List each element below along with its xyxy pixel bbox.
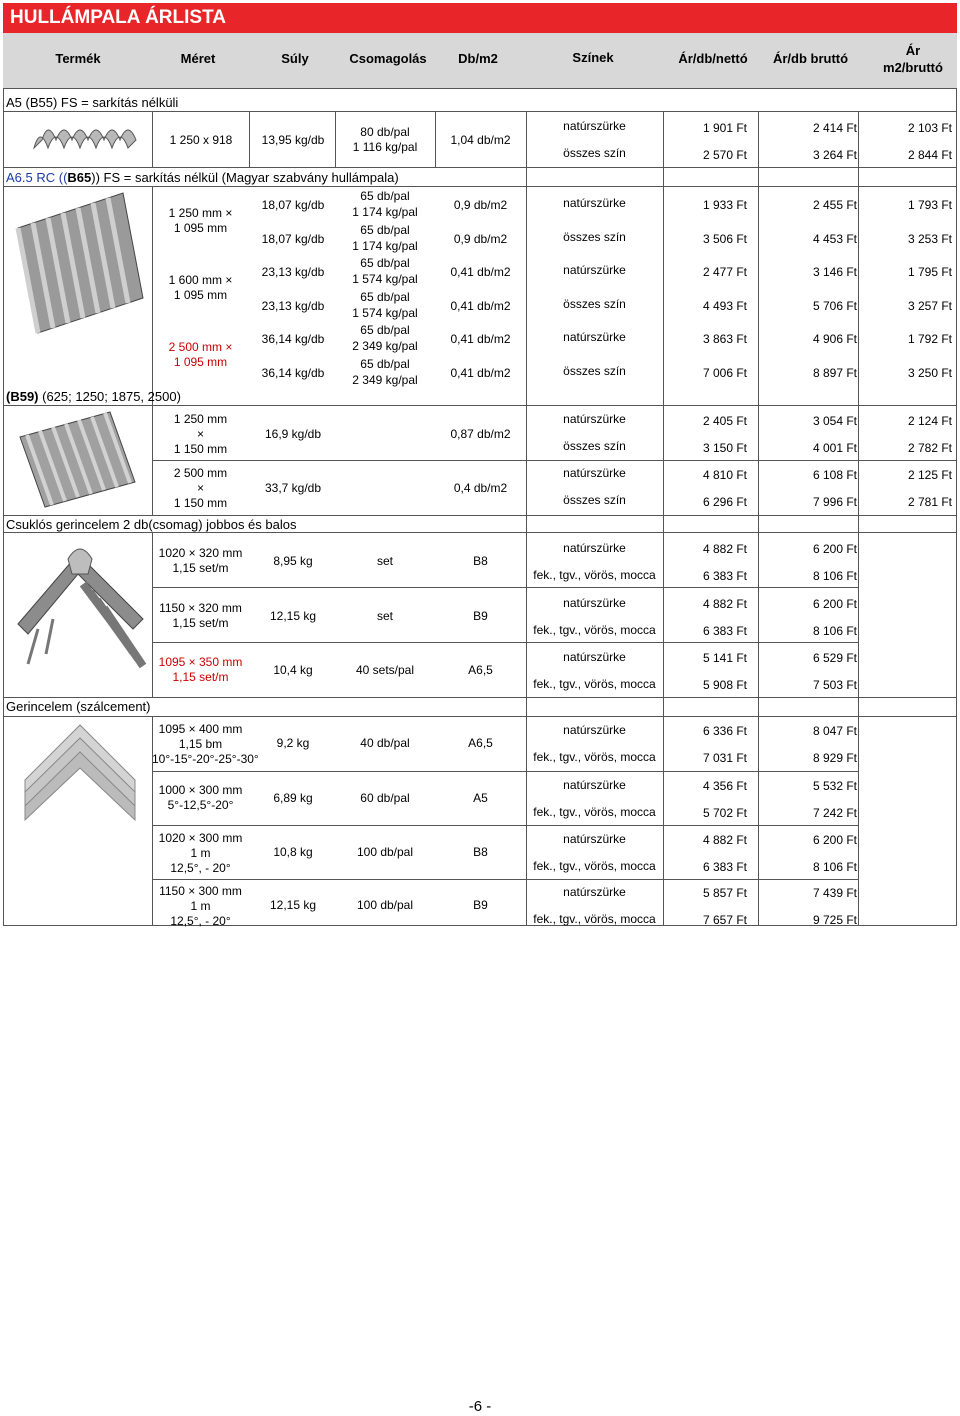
a65-size-1b: 1 095 mm bbox=[173, 221, 228, 235]
a65-m2: 1 793 Ft bbox=[907, 198, 952, 212]
a5-gross-1: 2 414 Ft bbox=[812, 121, 857, 135]
divider bbox=[152, 825, 858, 826]
a5-m2-1: 2 103 Ft bbox=[907, 121, 952, 135]
divider bbox=[3, 167, 957, 168]
gerinc-code: B8 bbox=[473, 845, 488, 859]
gerinc-size-3: 10°-15°-20°-25°-30° bbox=[152, 752, 259, 766]
csuklos-gross-1: 6 529 Ft bbox=[812, 651, 857, 665]
gerinc-code: A6,5 bbox=[468, 736, 493, 750]
csuklos-color-1: natúrszürke bbox=[563, 541, 626, 555]
ridge-element-image bbox=[8, 534, 150, 694]
csuklos-gross-1: 6 200 Ft bbox=[812, 597, 857, 611]
section-gerinc: Gerincelem (szálcement) bbox=[6, 699, 151, 714]
header-dbm2: Db/m2 bbox=[458, 51, 498, 66]
header-product: Termék bbox=[55, 51, 101, 66]
csuklos-size-2: 1,15 set/m bbox=[172, 616, 229, 630]
gerinc-color-2: fek., tgv., vörös, mocca bbox=[533, 750, 656, 764]
a65-dbm2: 0,9 db/m2 bbox=[453, 198, 508, 212]
csuklos-size-1: 1095 × 350 mm bbox=[158, 655, 243, 669]
header-size: Méret bbox=[180, 51, 216, 66]
b59-gross: 4 001 Ft bbox=[812, 441, 857, 455]
gerinc-net-2: 7 657 Ft bbox=[702, 913, 747, 927]
a65-color: összes szín bbox=[563, 229, 626, 244]
divider bbox=[3, 405, 957, 406]
gerinc-color-2: fek., tgv., vörös, mocca bbox=[533, 912, 656, 926]
divider bbox=[3, 111, 957, 112]
a65-gross: 3 146 Ft bbox=[812, 265, 857, 279]
a65-pack1: 65 db/pal bbox=[360, 189, 410, 203]
csuklos-net-1: 5 141 Ft bbox=[702, 651, 747, 665]
csuklos-code: B8 bbox=[473, 554, 488, 568]
csuklos-size-2: 1,15 set/m bbox=[172, 670, 229, 684]
a65-color: összes szín bbox=[563, 363, 626, 378]
csuklos-net-2: 5 908 Ft bbox=[702, 678, 747, 692]
gerinc-gross-1: 5 532 Ft bbox=[812, 779, 857, 793]
a65-gross: 4 906 Ft bbox=[812, 332, 857, 346]
gerinc-size-1: 1020 × 300 mm bbox=[158, 831, 243, 845]
a65-m2: 3 257 Ft bbox=[907, 298, 952, 313]
a5-net-2: 2 570 Ft bbox=[702, 148, 747, 162]
section-a65 bbox=[6, 170, 399, 185]
b59-net: 4 810 Ft bbox=[702, 468, 747, 482]
a5-gross-2: 3 264 Ft bbox=[812, 148, 857, 162]
csuklos-pack: set bbox=[376, 609, 393, 623]
section-b59-code: (B59) bbox=[6, 389, 39, 404]
corrugated-sheet-image bbox=[30, 118, 140, 156]
header-packaging: Csomagolás bbox=[349, 51, 427, 66]
gerinc-color-2: fek., tgv., vörös, mocca bbox=[533, 805, 656, 819]
b59-weight: 33,7 kg/db bbox=[264, 481, 322, 495]
divider bbox=[858, 111, 859, 926]
table-header bbox=[3, 33, 957, 89]
gerinc-size-2: 1,15 bm bbox=[178, 737, 223, 751]
b59-color: összes szín bbox=[563, 439, 626, 453]
a65-dbm2: 0,41 db/m2 bbox=[450, 298, 511, 313]
section-a65-code: B65 bbox=[67, 170, 92, 185]
a65-pack1: 65 db/pal bbox=[360, 323, 410, 337]
a65-pack2: 1 574 kg/pal bbox=[352, 305, 418, 320]
a65-weight: 18,07 kg/db bbox=[261, 198, 325, 212]
a65-gross: 5 706 Ft bbox=[812, 298, 857, 313]
a5-color-2: összes szín bbox=[563, 146, 626, 160]
gerinc-color-2: fek., tgv., vörös, mocca bbox=[533, 859, 656, 873]
divider bbox=[152, 460, 957, 461]
csuklos-weight: 12,15 kg bbox=[269, 609, 317, 623]
section-a65-prefix: A6.5 RC (( bbox=[6, 170, 68, 185]
a65-net: 7 006 Ft bbox=[702, 365, 747, 380]
section-b59-rest: (625; 1250; 1875, 2500) bbox=[38, 389, 181, 404]
divider bbox=[3, 697, 957, 698]
b59-size-x: × bbox=[196, 427, 204, 441]
a65-gross: 4 453 Ft bbox=[812, 231, 857, 246]
b59-net: 6 296 Ft bbox=[702, 495, 747, 509]
a5-dbm2: 1,04 db/m2 bbox=[450, 133, 511, 147]
b59-m2: 2 125 Ft bbox=[907, 468, 952, 482]
b59-gross: 6 108 Ft bbox=[812, 468, 857, 482]
gerinc-color-1: natúrszürke bbox=[563, 723, 626, 737]
b59-color: natúrszürke bbox=[563, 412, 626, 426]
a65-pack2: 2 349 kg/pal bbox=[352, 339, 418, 353]
gerinc-pack: 40 db/pal bbox=[360, 736, 410, 750]
csuklos-size-1: 1020 × 320 mm bbox=[158, 546, 243, 560]
csuklos-weight: 10,4 kg bbox=[273, 663, 313, 677]
gerinc-color-1: natúrszürke bbox=[563, 778, 626, 792]
divider bbox=[152, 771, 858, 772]
b59-color: natúrszürke bbox=[563, 466, 626, 480]
a65-size-2b: 1 095 mm bbox=[173, 288, 228, 302]
a65-net: 2 477 Ft bbox=[702, 265, 747, 279]
gerinc-code: A5 bbox=[473, 791, 488, 805]
csuklos-net-2: 6 383 Ft bbox=[702, 569, 747, 583]
gerinc-gross-1: 7 439 Ft bbox=[812, 886, 857, 900]
gerinc-size-2: 1 m bbox=[190, 846, 211, 860]
csuklos-gross-1: 6 200 Ft bbox=[812, 542, 857, 556]
a65-pack1: 65 db/pal bbox=[360, 356, 410, 371]
a5-net-1: 1 901 Ft bbox=[702, 121, 747, 135]
a65-size-3a: 2 500 mm × bbox=[168, 340, 233, 354]
csuklos-code: B9 bbox=[473, 609, 488, 623]
gerinc-size-1: 1095 × 400 mm bbox=[158, 722, 243, 736]
b59-dbm2: 0,4 db/m2 bbox=[453, 481, 508, 495]
a65-color: natúrszürke bbox=[563, 263, 626, 277]
gerinc-net-1: 4 356 Ft bbox=[702, 779, 747, 793]
divider bbox=[3, 515, 957, 516]
gerinc-net-1: 4 882 Ft bbox=[702, 833, 747, 847]
csuklos-weight: 8,95 kg bbox=[273, 554, 313, 568]
b59-size-1: 1 250 mm bbox=[173, 412, 228, 426]
divider bbox=[152, 587, 858, 588]
gerinc-code: B9 bbox=[473, 898, 488, 912]
csuklos-color-2: fek., tgv., vörös, mocca bbox=[533, 677, 656, 691]
gerinc-gross-1: 6 200 Ft bbox=[812, 833, 857, 847]
a65-m2: 1 795 Ft bbox=[907, 265, 952, 279]
gerinc-size-1: 1000 × 300 mm bbox=[158, 783, 243, 797]
b59-size-2: 1 150 mm bbox=[173, 496, 228, 510]
divider bbox=[3, 716, 957, 717]
section-b59 bbox=[6, 389, 181, 404]
title-bar bbox=[3, 3, 957, 33]
a65-m2: 3 253 Ft bbox=[907, 231, 952, 246]
csuklos-net-2: 6 383 Ft bbox=[702, 624, 747, 638]
gerinc-gross-1: 8 047 Ft bbox=[812, 724, 857, 738]
csuklos-size-2: 1,15 set/m bbox=[172, 561, 229, 575]
divider bbox=[3, 532, 957, 533]
a65-m2: 1 792 Ft bbox=[907, 332, 952, 346]
section-a65-rest: )) FS = sarkítás nélkül bbox=[91, 170, 219, 185]
a65-size-2a: 1 600 mm × bbox=[168, 273, 233, 287]
header-weight: Súly bbox=[281, 51, 309, 66]
a65-pack1: 65 db/pal bbox=[360, 256, 410, 270]
b59-m2: 2 124 Ft bbox=[907, 414, 952, 428]
header-gross: Ár/db bruttó bbox=[772, 51, 849, 66]
csuklos-net-1: 4 882 Ft bbox=[702, 542, 747, 556]
a65-dbm2: 0,41 db/m2 bbox=[450, 332, 511, 346]
header-net: Ár/db/nettó bbox=[678, 51, 748, 66]
divider bbox=[3, 186, 957, 187]
gerinc-net-2: 7 031 Ft bbox=[702, 751, 747, 765]
gerinc-size-1: 1150 × 300 mm bbox=[159, 884, 242, 898]
corrugated-sheet-image bbox=[8, 188, 148, 338]
b59-gross: 3 054 Ft bbox=[812, 414, 857, 428]
a65-net: 4 493 Ft bbox=[702, 298, 747, 313]
a65-color: natúrszürke bbox=[563, 196, 626, 210]
a65-weight: 36,14 kg/db bbox=[261, 332, 325, 346]
section-a5: A5 (B55) FS = sarkítás nélküli bbox=[6, 95, 179, 110]
b59-weight: 16,9 kg/db bbox=[264, 427, 322, 441]
a65-m2: 3 250 Ft bbox=[907, 365, 952, 380]
gerinc-weight: 9,2 kg bbox=[276, 736, 310, 750]
header-colors: Színek bbox=[572, 50, 614, 65]
b59-m2: 2 781 Ft bbox=[907, 495, 952, 509]
a65-pack2: 1 174 kg/pal bbox=[352, 205, 418, 219]
section-csuklos: Csuklós gerincelem 2 db(csomag) jobbos és balos bbox=[6, 517, 297, 532]
b59-size-2: 1 150 mm bbox=[173, 442, 228, 456]
csuklos-code: A6,5 bbox=[468, 663, 493, 677]
a65-dbm2: 0,41 db/m2 bbox=[450, 365, 511, 380]
csuklos-net-1: 4 882 Ft bbox=[702, 597, 747, 611]
a65-pack2: 2 349 kg/pal bbox=[352, 372, 418, 387]
csuklos-color-1: natúrszürke bbox=[563, 650, 626, 664]
page-title: HULLÁMPALA ÁRLISTA bbox=[10, 7, 227, 28]
a5-size: 1 250 x 918 bbox=[169, 133, 233, 147]
gerinc-gross-2: 9 725 Ft bbox=[812, 913, 857, 927]
csuklos-gross-2: 7 503 Ft bbox=[812, 678, 857, 692]
a65-net: 3 863 Ft bbox=[702, 332, 747, 346]
header-m2-gross-2: m2/bruttó bbox=[883, 60, 943, 75]
a65-color: összes szín bbox=[563, 296, 626, 311]
gerinc-net-1: 5 857 Ft bbox=[702, 886, 747, 900]
csuklos-gross-2: 8 106 Ft bbox=[812, 569, 857, 583]
csuklos-gross-2: 8 106 Ft bbox=[812, 624, 857, 638]
a5-m2-2: 2 844 Ft bbox=[907, 148, 952, 162]
gerinc-weight: 10,8 kg bbox=[273, 845, 313, 859]
gerinc-pack: 60 db/pal bbox=[360, 791, 410, 805]
divider bbox=[335, 111, 336, 167]
a65-weight: 18,07 kg/db bbox=[261, 231, 325, 246]
b59-net: 3 150 Ft bbox=[702, 441, 747, 455]
gerinc-pack: 100 db/pal bbox=[356, 845, 414, 859]
gerinc-pack: 100 db/pal bbox=[356, 898, 414, 912]
a65-pack2: 1 174 kg/pal bbox=[352, 238, 418, 253]
page-number: -6 - bbox=[468, 1398, 492, 1415]
a65-weight: 23,13 kg/db bbox=[261, 298, 325, 313]
gerinc-weight: 6,89 kg bbox=[273, 791, 313, 805]
b59-color: összes szín bbox=[563, 493, 626, 507]
b59-gross: 7 996 Ft bbox=[812, 495, 857, 509]
a5-weight: 13,95 kg/db bbox=[261, 133, 325, 147]
b59-net: 2 405 Ft bbox=[702, 414, 747, 428]
gerinc-color-1: natúrszürke bbox=[563, 885, 626, 899]
b59-m2: 2 782 Ft bbox=[907, 441, 952, 455]
gerinc-size-2: 5°-12,5°-20° bbox=[167, 798, 234, 812]
divider bbox=[152, 111, 153, 167]
gerinc-size-3: 12,5°, - 20° bbox=[170, 861, 231, 875]
a65-net: 3 506 Ft bbox=[702, 231, 747, 246]
gerinc-size-3: 12,5°, - 20° bbox=[170, 914, 231, 928]
ridge-cap-image bbox=[20, 720, 140, 825]
a65-weight: 23,13 kg/db bbox=[261, 265, 325, 279]
gerinc-gross-2: 8 106 Ft bbox=[812, 860, 857, 874]
a65-size-3b: 1 095 mm bbox=[173, 355, 228, 369]
a65-pack1: 65 db/pal bbox=[360, 289, 410, 304]
a5-pack2: 1 116 kg/pal bbox=[352, 140, 418, 154]
gerinc-gross-2: 8 929 Ft bbox=[812, 751, 857, 765]
gerinc-weight: 12,15 kg bbox=[269, 898, 317, 912]
b59-size-x: × bbox=[196, 481, 204, 495]
a65-gross: 8 897 Ft bbox=[812, 365, 857, 380]
a5-pack1: 80 db/pal bbox=[360, 125, 410, 139]
corrugated-sheet-image bbox=[15, 407, 140, 512]
csuklos-pack: 40 sets/pal bbox=[355, 663, 415, 677]
divider bbox=[758, 111, 759, 926]
divider bbox=[152, 879, 858, 880]
divider bbox=[249, 111, 250, 167]
section-a65-tail: (Magyar szabvány hullámpala) bbox=[218, 170, 399, 185]
a65-gross: 2 455 Ft bbox=[812, 198, 857, 212]
a65-net: 1 933 Ft bbox=[702, 198, 747, 212]
csuklos-pack: set bbox=[376, 554, 393, 568]
csuklos-color-2: fek., tgv., vörös, mocca bbox=[533, 568, 656, 582]
a65-dbm2: 0,9 db/m2 bbox=[453, 231, 508, 246]
gerinc-size-2: 1 m bbox=[190, 899, 211, 913]
csuklos-color-2: fek., tgv., vörös, mocca bbox=[533, 623, 656, 637]
divider bbox=[663, 111, 664, 926]
a65-dbm2: 0,41 db/m2 bbox=[450, 265, 511, 279]
gerinc-net-2: 5 702 Ft bbox=[702, 806, 747, 820]
a65-pack2: 1 574 kg/pal bbox=[352, 272, 418, 286]
csuklos-size-1: 1150 × 320 mm bbox=[159, 601, 242, 615]
gerinc-color-1: natúrszürke bbox=[563, 832, 626, 846]
a65-weight: 36,14 kg/db bbox=[261, 365, 325, 380]
header-m2-gross-1: Ár bbox=[905, 43, 921, 58]
a65-size-1a: 1 250 mm × bbox=[168, 206, 233, 220]
csuklos-color-1: natúrszürke bbox=[563, 596, 626, 610]
b59-size-1: 2 500 mm bbox=[173, 466, 228, 480]
divider bbox=[435, 111, 436, 167]
gerinc-gross-2: 7 242 Ft bbox=[812, 806, 857, 820]
b59-dbm2: 0,87 db/m2 bbox=[450, 427, 511, 441]
gerinc-net-2: 6 383 Ft bbox=[702, 860, 747, 874]
gerinc-net-1: 6 336 Ft bbox=[702, 724, 747, 738]
a65-pack1: 65 db/pal bbox=[360, 222, 410, 237]
a5-color-1: natúrszürke bbox=[563, 119, 626, 133]
a65-color: natúrszürke bbox=[563, 330, 626, 344]
divider bbox=[152, 642, 858, 643]
